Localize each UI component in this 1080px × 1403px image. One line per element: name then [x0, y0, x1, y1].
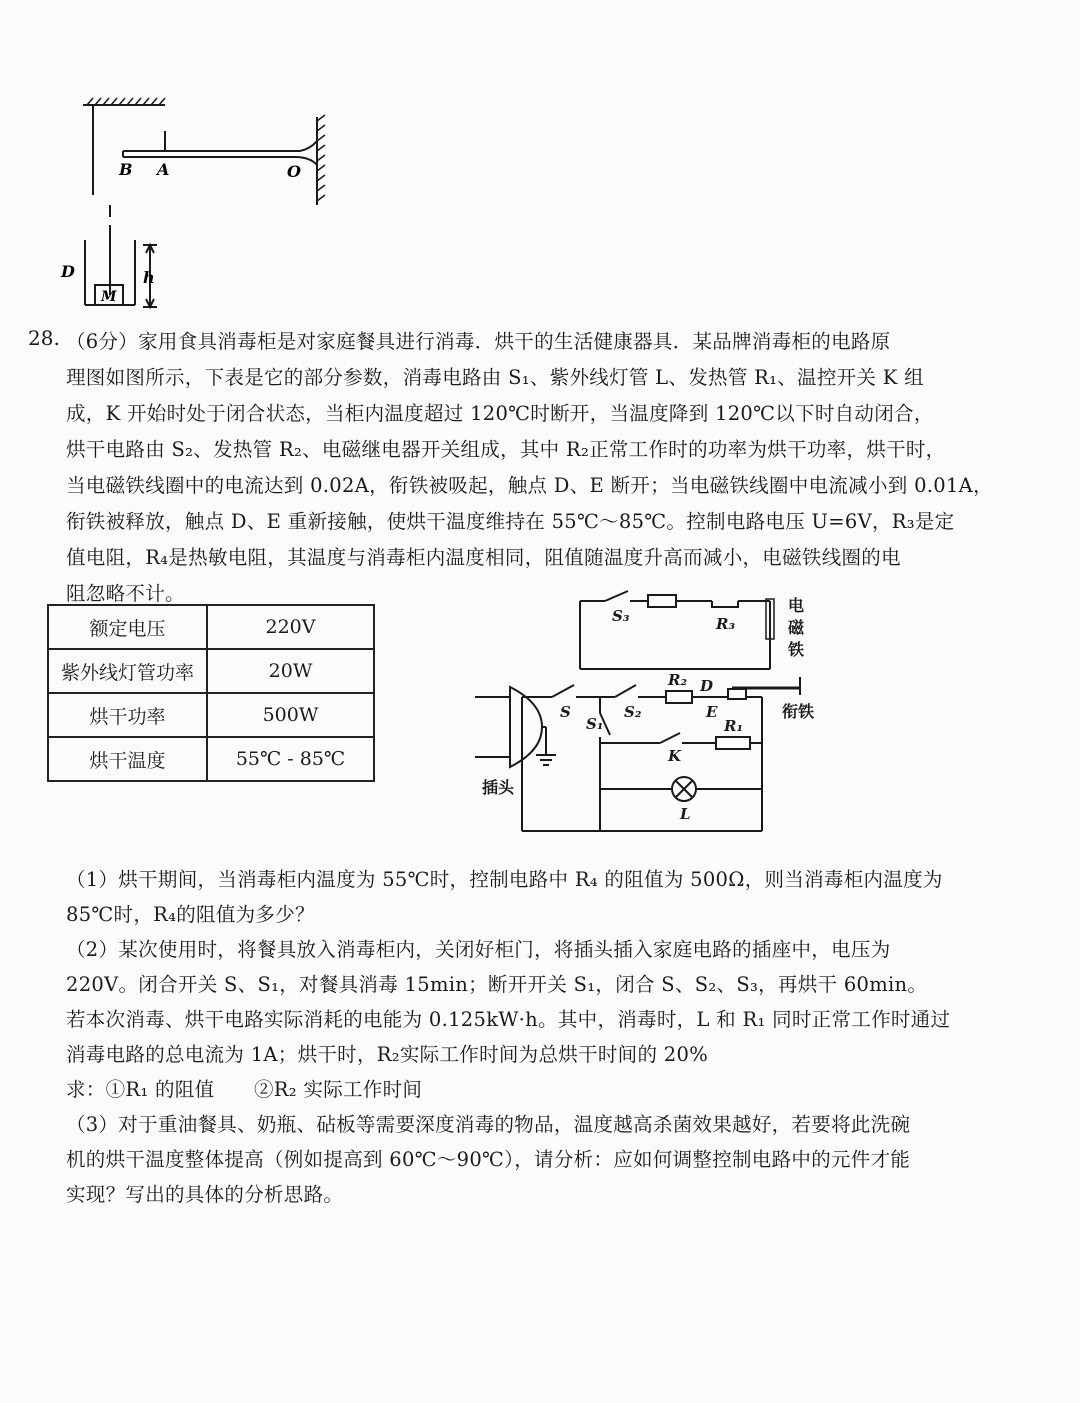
label-tie: 铁: [788, 640, 805, 659]
label-xiantie: 衔铁: [782, 702, 815, 721]
circuit-diagram: [470, 585, 830, 835]
intro-line-5: 当电磁铁线圈中的电流达到 0.02A，衔铁被吸起，触点 D、E 断开；当电磁铁线圈中电流减小到 0.01A，: [66, 474, 993, 497]
intro-line-4: 烘干电路由 S₂、发热管 R₂、电磁继电器开关组成，其中 R₂正常工作时的功率为烘干功率，烘干时，: [66, 438, 946, 461]
sub-line-4: 220V。闭合开关 S、S₁，对餐具消毒 15min；断开开关 S₁，闭合 S、S₂、S₃，再烘干 60min。: [66, 973, 928, 996]
label-e: E: [706, 703, 718, 721]
table-value: 55℃ - 85℃: [207, 737, 374, 781]
sub-line-5: 若本次消毒、烘干电路实际消耗的电能为 0.125kW·h。其中，消毒时，L 和 R₁ 同时正常工作时通过: [66, 1008, 951, 1031]
label-s: S: [560, 703, 571, 721]
label-b: B: [119, 160, 133, 179]
table-value: 500W: [207, 693, 374, 737]
intro-line-2: 理图如图所示，下表是它的部分参数，消毒电路由 S₁、紫外线灯管 L、发热管 R₁、温控开关 K 组: [66, 366, 924, 389]
sub-line-6: 消毒电路的总电流为 1A；烘干时，R₂实际工作时间为总烘干时间的 20%: [66, 1043, 709, 1066]
sub-line-10: 实现？写出的具体的分析思路。: [66, 1183, 344, 1206]
table-value: 220V: [207, 605, 374, 649]
sub-line-2: 85℃时，R₄的阻值为多少？: [66, 903, 315, 926]
label-ci: 磁: [788, 618, 805, 637]
intro-line-8: 阻忽略不计。: [66, 582, 185, 605]
label-s2: S₂: [624, 703, 642, 721]
table-key: 紫外线灯管功率: [48, 649, 207, 693]
label-s1: S₁: [586, 715, 604, 733]
sub-line-1: （1）烘干期间，当消毒柜内温度为 55℃时，控制电路中 R₄ 的阻值为 500Ω，则当消毒柜内温度为: [66, 868, 943, 891]
table-row: [48, 693, 374, 737]
table-row: [48, 605, 374, 649]
label-s3: S₃: [612, 607, 630, 625]
table-key: 烘干温度: [48, 737, 207, 781]
sub-line-3: （2）某次使用时，将餐具放入消毒柜内，关闭好柜门，将插头插入家庭电路的插座中，电压为: [66, 938, 891, 961]
table-row: [48, 737, 374, 781]
label-r1: R₁: [724, 717, 744, 735]
sub-line-8: （3）对于重油餐具、奶瓶、砧板等需要深度消毒的物品，温度越高杀菌效果越好，若要将此洗碗: [66, 1113, 911, 1136]
label-m: M: [101, 289, 117, 305]
lever-figure: [55, 95, 345, 320]
label-chatou: 插头: [482, 778, 515, 797]
label-r2: R₂: [668, 671, 688, 689]
label-h: h: [143, 268, 155, 287]
parameter-table: [47, 604, 375, 782]
intro-line-7: 值电阻，R₄是热敏电阻，其温度与消毒柜内温度相同，阻值随温度升高而减小，电磁铁线圈的电: [66, 546, 901, 569]
label-d: D: [61, 262, 75, 281]
sub-line-9: 机的烘干温度整体提高（例如提高到 60℃～90℃），请分析：应如何调整控制电路中的元件才能: [66, 1148, 911, 1171]
intro-line-1: （6分）家用食具消毒柜是对家庭餐具进行消毒．烘干的生活健康器具．某品牌消毒柜的电路原: [66, 330, 891, 353]
sub-line-7: 求：①R₁ 的阻值 ②R₂ 实际工作时间: [66, 1078, 423, 1101]
label-l: L: [680, 805, 691, 823]
table-row: [48, 649, 374, 693]
label-d: D: [700, 677, 714, 695]
table-key: 额定电压: [48, 605, 207, 649]
intro-line-6: 衔铁被释放，触点 D、E 重新接触，使烘干温度维持在 55℃～85℃。控制电路电压 U=6V，R₃是定: [66, 510, 955, 533]
question-number: 28.: [28, 326, 60, 350]
table-value: 20W: [207, 649, 374, 693]
label-dian: 电: [788, 596, 805, 615]
label-k: K: [668, 747, 682, 765]
label-a: A: [157, 160, 170, 179]
table-key: 烘干功率: [48, 693, 207, 737]
label-r3: R₃: [716, 615, 736, 633]
intro-line-3: 成，K 开始时处于闭合状态，当柜内温度超过 120℃时断开，当温度降到 120℃以下时自动闭合，: [66, 402, 934, 425]
label-o: O: [287, 162, 301, 181]
